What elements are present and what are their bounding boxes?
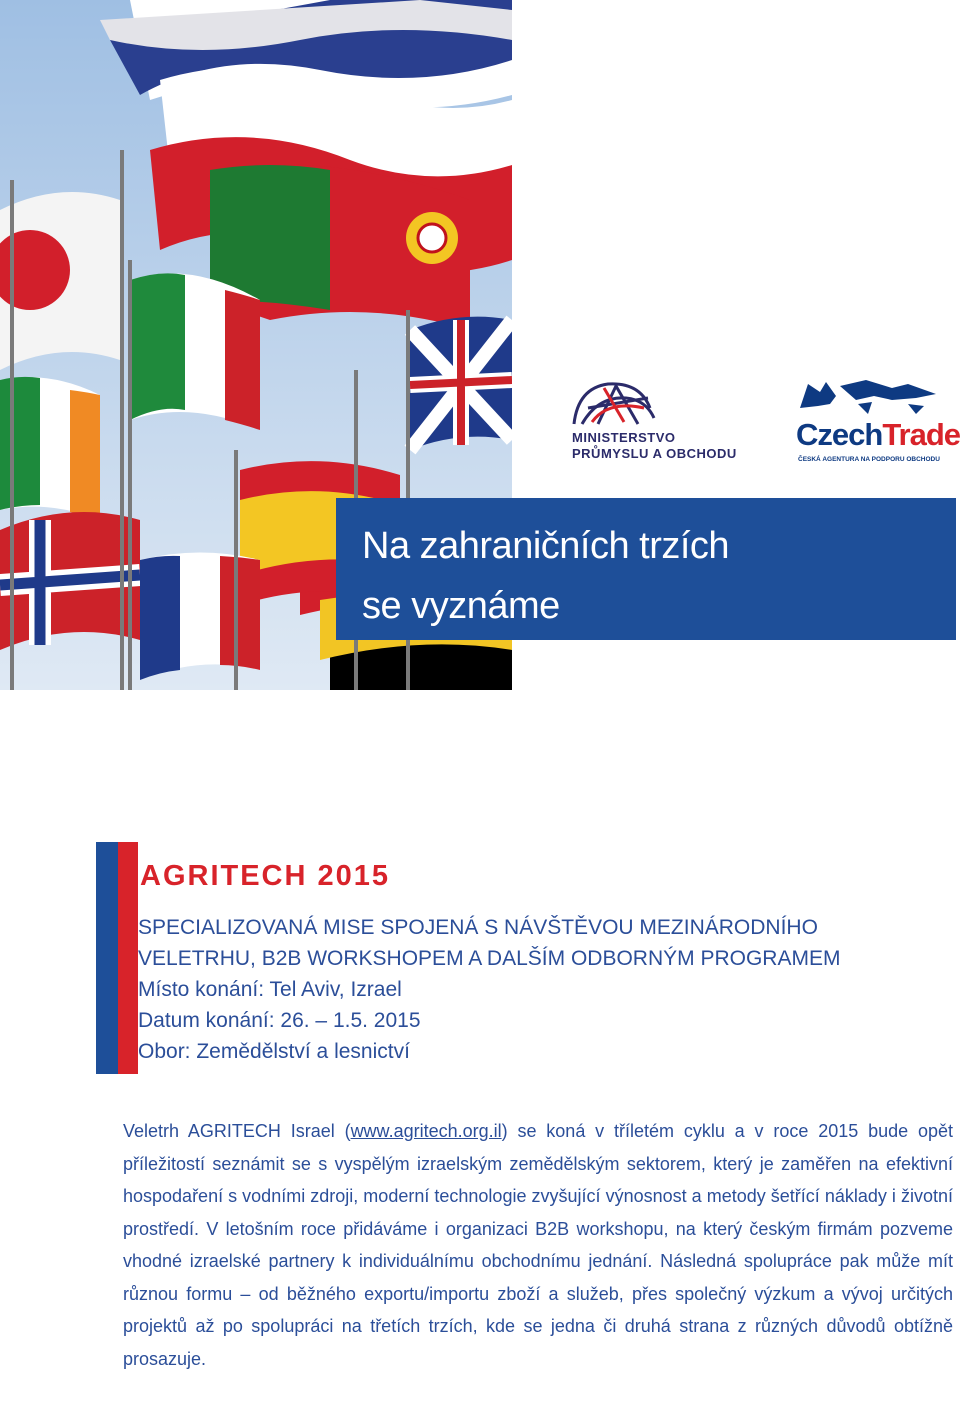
event-info-line-2: VELETRHU, B2B WORKSHOPEM A DALŠÍM ODBORNÝM PROGRAMEM bbox=[138, 947, 841, 970]
mpo-logo-line2: PRŮMYSLU A OBCHODU bbox=[572, 446, 737, 461]
accent-bar-red bbox=[118, 842, 138, 1074]
cover-title-line-2: se vyznáme bbox=[362, 585, 560, 627]
cover-title-line-1: Na zahraničních trzích bbox=[362, 525, 730, 567]
mpo-logo bbox=[568, 378, 752, 470]
world-map-icon bbox=[796, 378, 946, 418]
body-text-intro: Veletrh AGRITECH Israel ( bbox=[123, 1121, 351, 1141]
event-heading: AGRITECH 2015 bbox=[140, 860, 391, 892]
accent-bar-blue bbox=[96, 842, 118, 1074]
event-info-location: Místo konání: Tel Aviv, Izrael bbox=[138, 978, 402, 1001]
event-info-field: Obor: Zemědělství a lesnictví bbox=[138, 1040, 410, 1063]
body-text-main: ) se koná v tříletém cyklu a v roce 2015 bude opět příležitostí seznámit se s vyspělým izraelským zemědělským sektorem, který je zaměřen na efektivní hospodaření s vodními zdroji, moderní technologie zvyšující výnosnost a metody šetřící náklady i životní prostředí. V letošním roce přidáváme i organizaci B2B workshopu, na který českým firmám pozveme vhodné izraelské partnery k individuálnímu obchodnímu jednání. Následná spolupráce pak může mít různou formu – od běžného exportu/importu zboží a služeb, přes společný výzkum a vývoj určitých projektů až po spolupráci na třetích trzích, kde se jedna či druhá strana z různých důvodů obtížně prosazuje. bbox=[123, 1121, 953, 1369]
czechtrade-logo bbox=[796, 378, 960, 468]
mpo-logo-line1: MINISTERSTVO bbox=[572, 430, 676, 445]
event-info-date: Datum konání: 26. – 1.5. 2015 bbox=[138, 1009, 421, 1032]
czechtrade-wordmark bbox=[796, 418, 960, 452]
mpo-globe-icon bbox=[568, 378, 668, 430]
cover-title-box bbox=[336, 498, 956, 640]
agritech-website-link[interactable]: www.agritech.org.il bbox=[350, 1121, 502, 1141]
czechtrade-tagline: ČESKÁ AGENTURA NA PODPORU OBCHODU bbox=[798, 456, 940, 463]
czechtrade-wordmark-trade: Trade bbox=[882, 417, 960, 452]
body-paragraph bbox=[123, 1115, 953, 1375]
czechtrade-wordmark-czech: Czech bbox=[796, 417, 883, 452]
event-info bbox=[138, 912, 948, 1067]
mpo-logo-wordmark bbox=[572, 430, 752, 462]
event-info-line-1: SPECIALIZOVANÁ MISE SPOJENÁ S NÁVŠTĚVOU MEZINÁRODNÍHO bbox=[138, 916, 818, 939]
